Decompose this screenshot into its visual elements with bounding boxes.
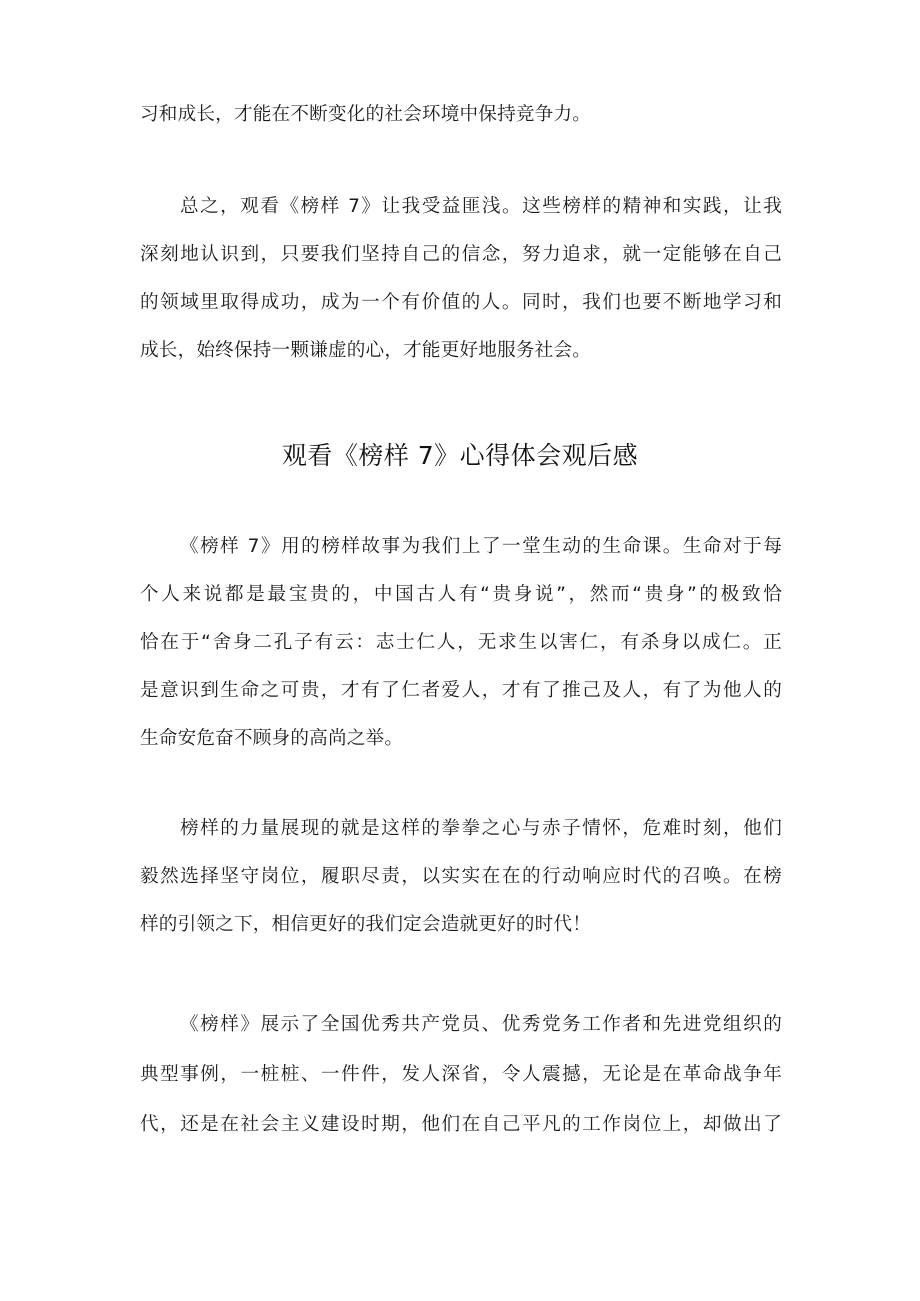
paragraph-2-line-3: 的领域里取得成功，成为一个有价值的人。同时，我们也要不断地学习和 bbox=[140, 292, 782, 313]
paragraph-2-line-4: 成长，始终保持一颗谦虚的心，才能更好地服务社会。 bbox=[140, 340, 592, 361]
paragraph-4-line-1: 榜样的力量展现的就是这样的拳拳之心与赤子情怀，危难时刻，他们 bbox=[180, 818, 782, 839]
section-title: 观看《榜样 7》心得体会观后感 bbox=[281, 441, 639, 470]
paragraph-3-line-4: 是意识到生命之可贵，才有了仁者爱人，才有了推己及人，有了为他人的 bbox=[140, 680, 782, 701]
paragraph-2-line-2: 深刻地认识到，只要我们坚持自己的信念，努力追求，就一定能够在自己 bbox=[140, 244, 782, 265]
paragraph-5-line-3: 代，还是在社会主义建设时期，他们在自己平凡的工作岗位上，却做出了 bbox=[140, 1114, 782, 1135]
paragraph-5-line-2: 典型事例，一桩桩、一件件，发人深省，令人震撼，无论是在革命战争年 bbox=[140, 1064, 782, 1085]
paragraph-1-line-1: 习和成长，才能在不断变化的社会环境中保持竞争力。 bbox=[140, 104, 592, 125]
paragraph-2-line-1: 总之，观看《榜样 7》让我受益匪浅。这些榜样的精神和实践，让我 bbox=[180, 196, 782, 217]
paragraph-3-line-3: 恰在于“舍身二孔子有云：志士仁人，无求生以害仁，有杀身以成仁。正 bbox=[140, 632, 782, 653]
paragraph-3-line-5: 生命安危奋不顾身的高尚之举。 bbox=[140, 728, 404, 749]
paragraph-3-line-2: 个人来说都是最宝贵的，中国古人有“贵身说”，然而“贵身”的极致恰 bbox=[140, 584, 782, 605]
paragraph-3-line-1: 《榜样 7》用的榜样故事为我们上了一堂生动的生命课。生命对于每 bbox=[180, 536, 782, 557]
paragraph-4-line-2: 毅然选择坚守岗位，履职尽责，以实实在在的行动响应时代的召唤。在榜 bbox=[140, 866, 782, 887]
paragraph-4-line-3: 样的引领之下，相信更好的我们定会造就更好的时代！ bbox=[140, 914, 592, 935]
paragraph-5-line-1: 《榜样》展示了全国优秀共产党员、优秀党务工作者和先进党组织的 bbox=[180, 1014, 782, 1035]
